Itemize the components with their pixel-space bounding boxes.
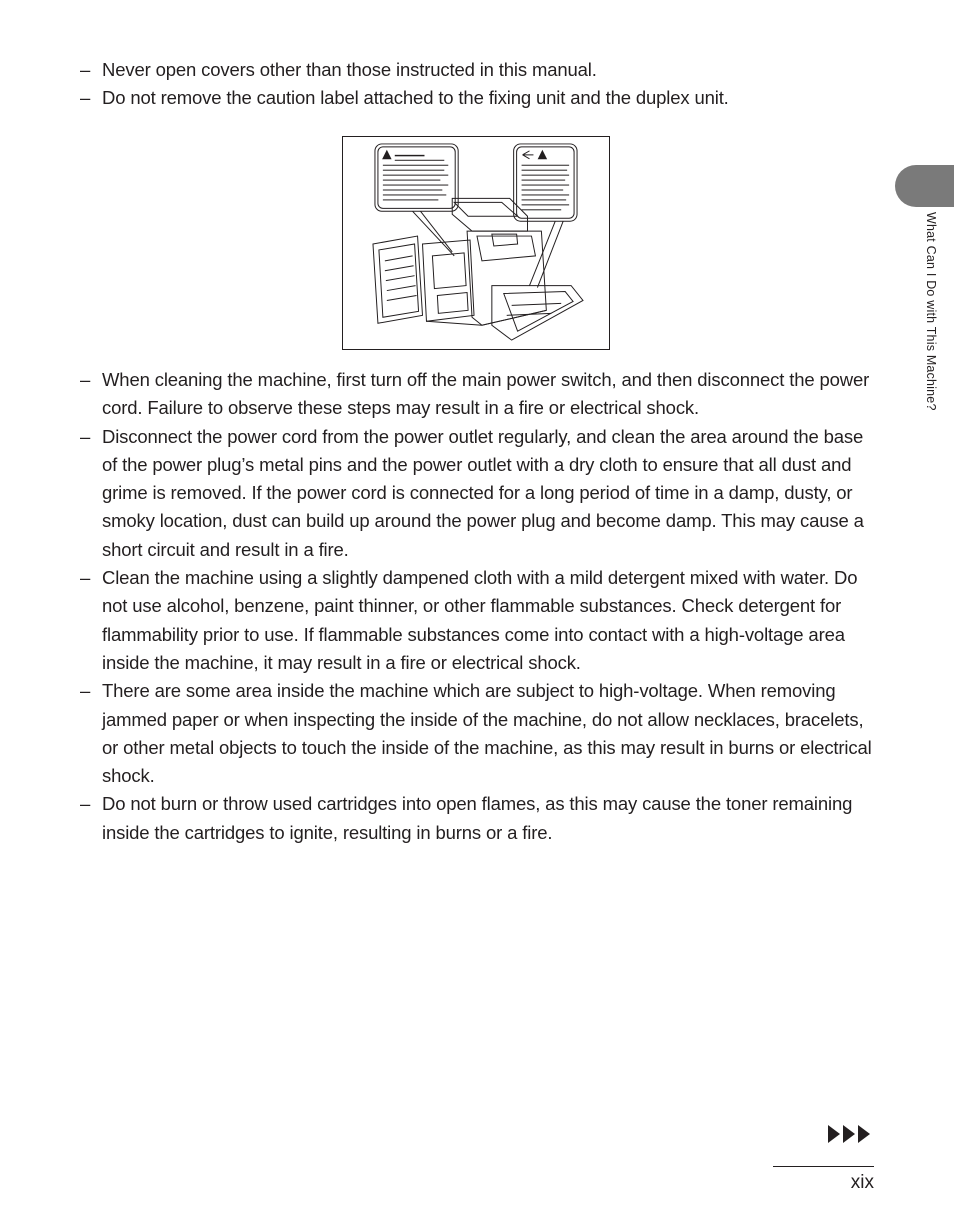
footer-rule [773,1166,874,1167]
top-bullet-list [80,56,880,113]
bullet-text: Do not burn or throw used cartridges into open flames, as this may cause the toner remaining inside the cartridges to ignite, resulting in burns or a fire. [102,793,853,843]
bullet-dash: – [80,567,91,589]
chapter-tab-label: What Can I Do with This Machine? [924,212,938,411]
bullet-dash: – [80,793,91,815]
bullet-dash: – [80,425,91,447]
bullet-dash: – [80,87,91,109]
next-page-triple-arrow-icon[interactable] [826,1124,874,1144]
page-number: xix [850,1172,874,1193]
bullet-item [80,84,880,112]
bullet-text: Do not remove the caution label attached to the fixing unit and the duplex unit. [102,87,729,109]
bullet-text: Disconnect the power cord from the power outlet regularly, and clean the area around the base of the power plug’s metal pins and the power outlet with a dry cloth to ensure that all dust and grime is removed. If the power cord is connected for a long period of time in a damp, dusty, or smoky location, dust can build up around the power plug and become damp. This may cause a short circuit and result in a fire. [102,425,864,560]
bullet-text: There are some area inside the machine which are subject to high-voltage. When removing jammed paper or when inspecting the inside of the machine, do not allow necklaces, bracelets, or other metal objects to touch the inside of the machine, as this may result in burns or electrical shock. [102,680,872,787]
chapter-tab[interactable] [895,165,954,207]
bullet-text: Clean the machine using a slightly dampened cloth with a mild detergent mixed with water. Do not use alcohol, benzene, paint thinner, or other flammable substances. Check detergent for flammability prior to use. If flammable substances come into contact with a high-voltage area inside the machine, it may result in a fire or electrical shock. [102,567,858,673]
caution-label-figure [342,136,610,350]
bullet-text: When cleaning the machine, first turn off the main power switch, and then disconnect the power cord. Failure to observe these steps may result in a fire or electrical shock. [102,369,870,419]
machine-illustration [343,137,609,349]
bullet-item [80,790,880,847]
main-bullet-list [80,366,880,847]
bullet-item [80,677,880,790]
bullet-item [80,564,880,677]
bullet-item [80,56,880,84]
bullet-item [80,423,880,564]
next-arrows-svg [826,1124,874,1144]
bullet-text: Never open covers other than those instructed in this manual. [102,59,597,80]
bullet-dash: – [80,59,91,80]
bullet-dash: – [80,369,91,390]
bullet-item [80,366,880,423]
bullet-dash: – [80,680,91,702]
